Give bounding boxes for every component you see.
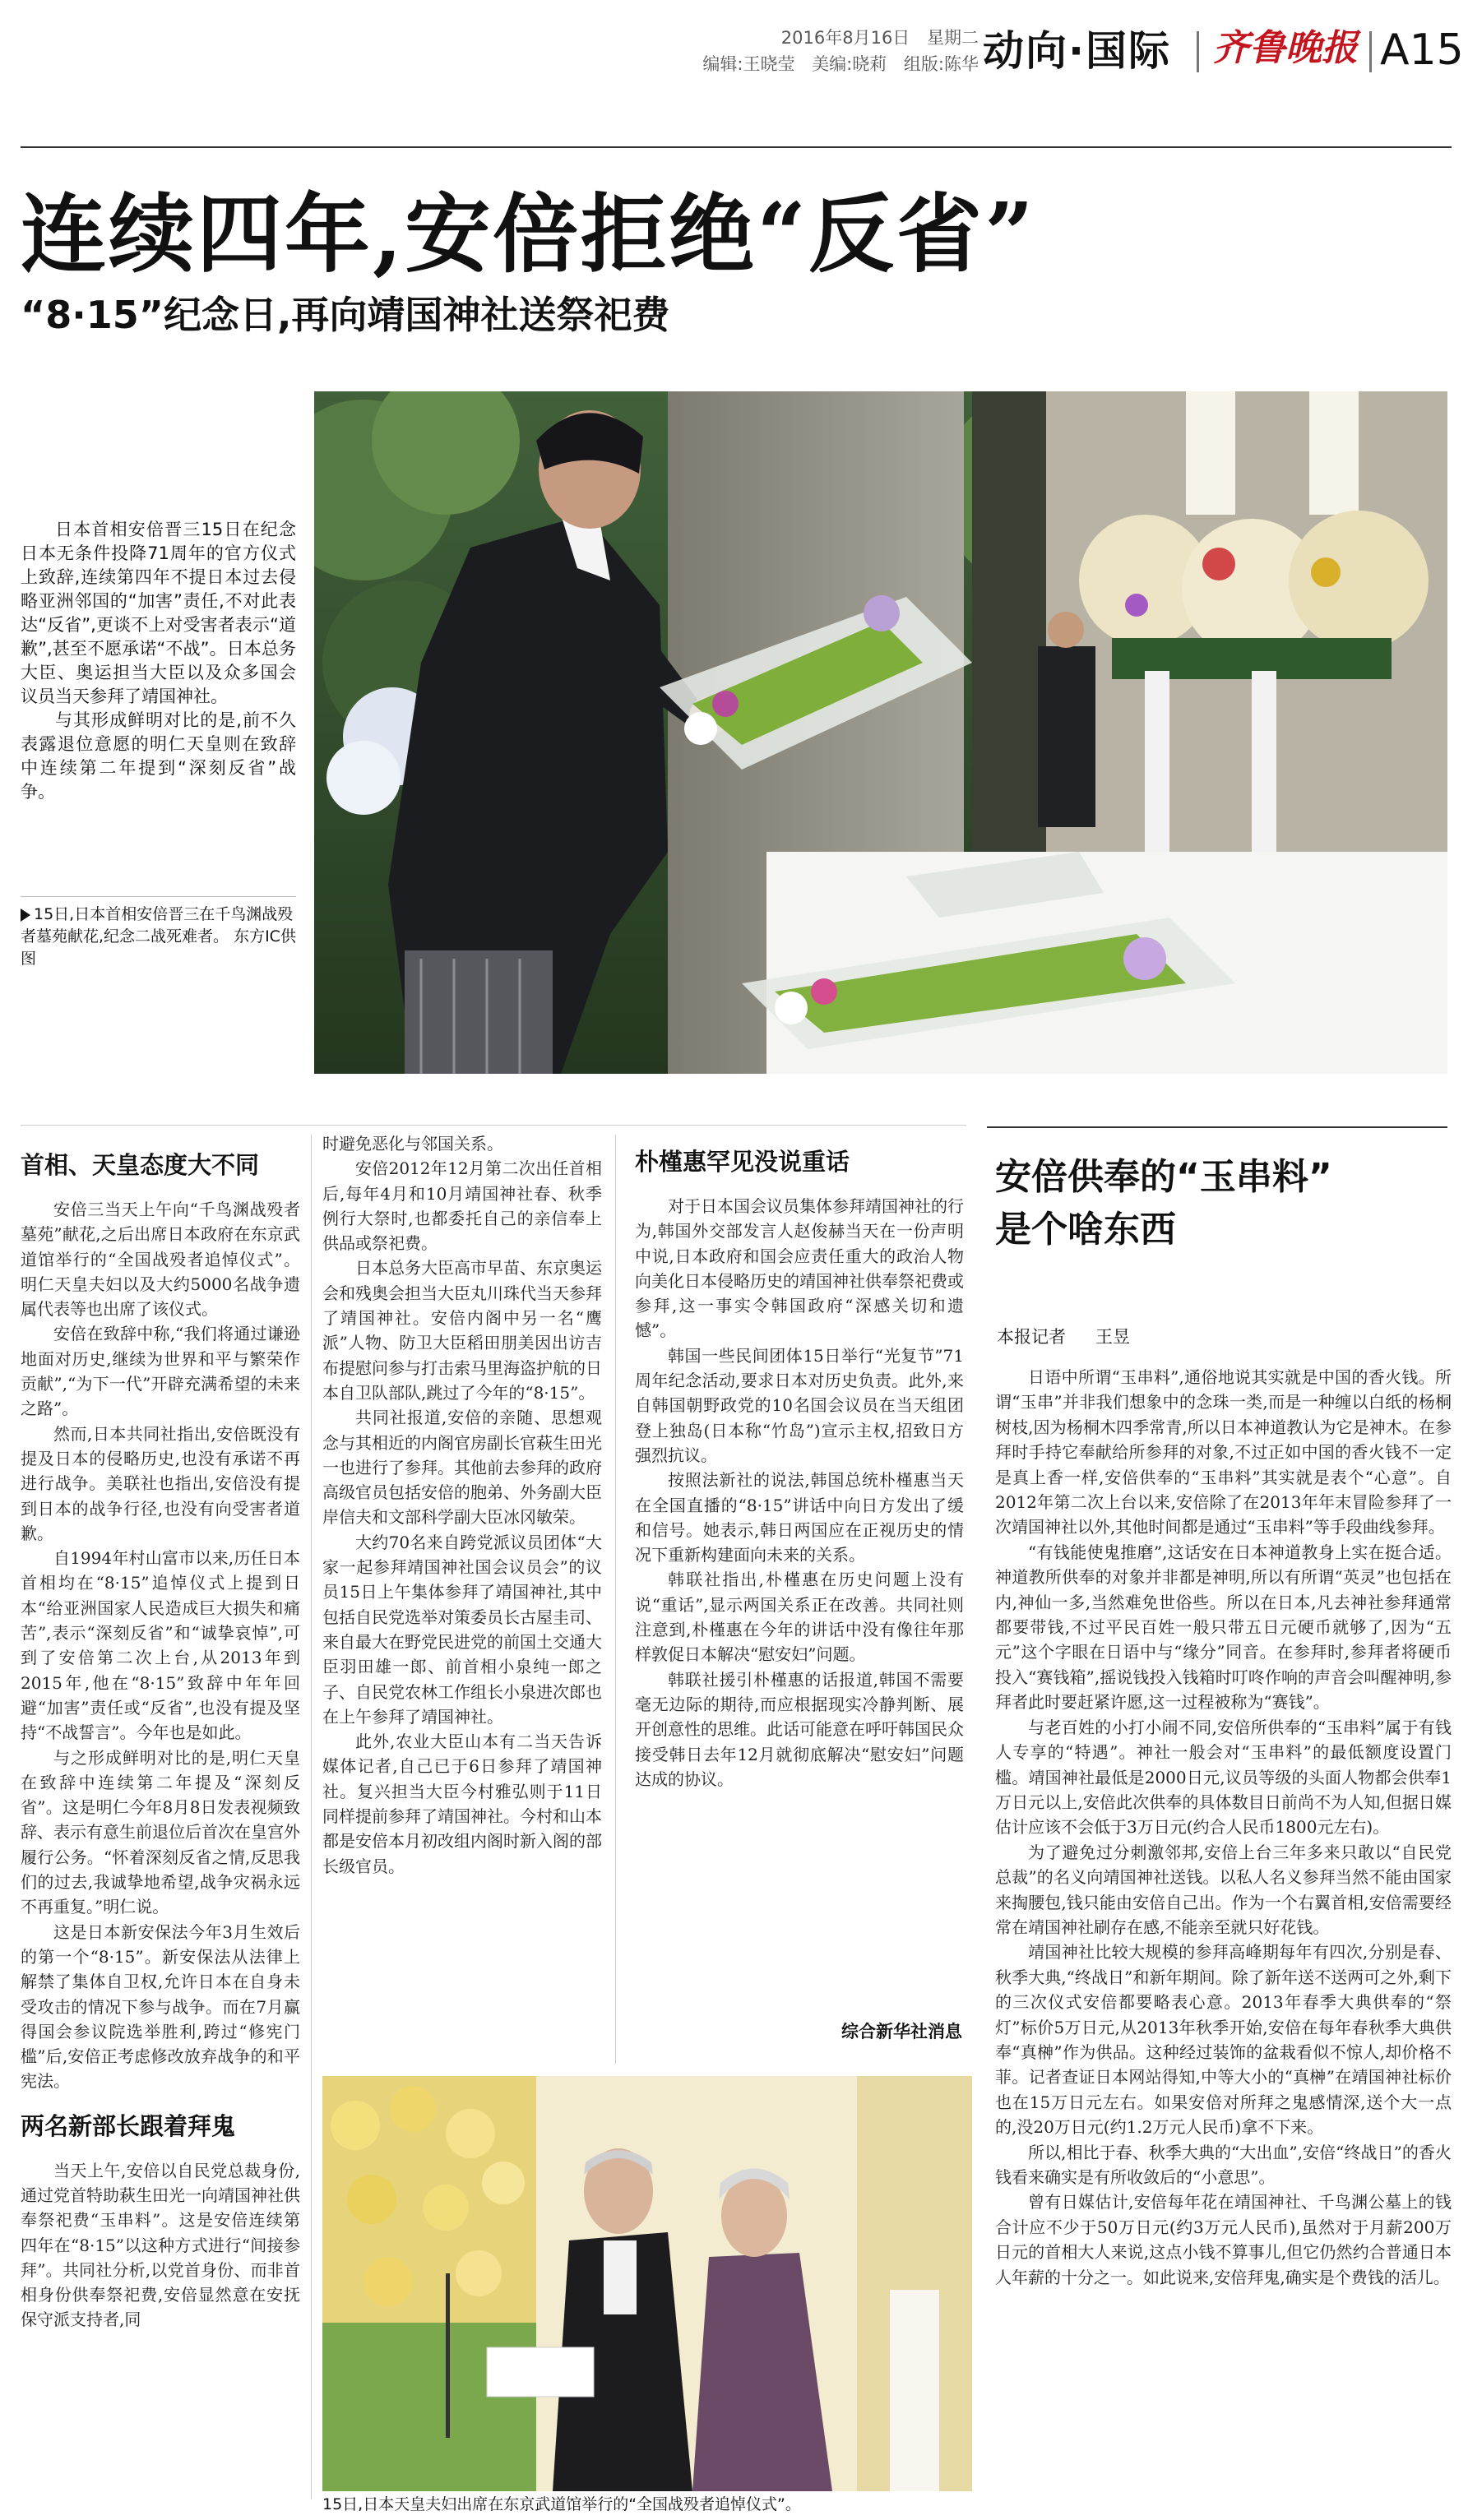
sidebar-title-line: 安倍供奉的“玉串料”: [995, 1156, 1332, 1198]
body-paragraph: 韩联社指出,朴槿惠在历史问题上没有说“重话”,显示两国关系正在改善。共同社则注意到,朴槿惠在今年的讲话中没有像往年那样敦促日本解决“慰安妇”问题。: [635, 1570, 964, 1665]
body-paragraph: 安倍三当天上午向“千鸟渊战殁者墓苑”献花,之后出席日本政府在东京武道馆举行的“全国战殁者追悼仪式”。明仁天皇夫妇以及大约5000名战争遗属代表等也出席了该仪式。: [21, 1200, 300, 1320]
page-number: A15: [1380, 25, 1464, 75]
lead-photo-caption: [21, 896, 296, 970]
body-paragraph: 自1994年村山富市以来,历任日本首相均在“8·15”追悼仪式上提到日本“给亚洲国家人民造成巨大损失和痛苦”,表示“深刻反省”和“诚挚哀悼”,可到了安倍第二次上台,从2013年到2015年,他在“8·15”致辞中年年回避“加害”责任或“反省”,也没有提及坚持“不战誓言”。今年也是如此。: [21, 1548, 300, 1743]
author-role: 本报记者: [997, 1327, 1066, 1347]
body-paragraph: 当天上午,安倍以自民党总裁身份,通过党首特助萩生田光一向靖国神社供奉祭祀费“玉串料”。这是安倍连续第四年在“8·15”以这种方式进行“间接参拜”。共同社分析,以党首身份、而非首相身份供奉祭祀费,安倍显然意在安抚保守派支持者,同: [21, 2160, 300, 2330]
body-paragraph: 安倍在致辞中称,“我们将通过谦逊地面对历史,继续为世界和平与繁荣作贡献”,“为下一代”开辟充满希望的未来之路”。: [21, 1324, 300, 1419]
paper-logo: 齐鲁晚报: [1213, 27, 1358, 69]
body-paragraph: 此外,农业大臣山本有二当天告诉媒体记者,自己已于6日参拜了靖国神社。复兴担当大臣今村雅弘则于11日同样提前参拜了靖国神社。今村和山本都是安倍本月初改组内阁时新入阁的部长级官员。: [322, 1732, 602, 1876]
body-paragraph: 与之形成鲜明对比的是,明仁天皇在致辞中连续第二年提及“深刻反省”。这是明仁今年8月8日发表视频致辞、表示有意生前退位后首次在皇宫外履行公务。“怀着深刻反省之情,反思我们的过去,我诚挚地希望,战争灾祸永远不再重复。”明仁说。: [21, 1747, 300, 1917]
sidebar-byline: [997, 1324, 1449, 1348]
body-paragraph: 安倍2012年12月第二次出任首相后,每年4月和10月靖国神社春、秋季例行大祭时,也都委托自己的亲信奉上供品或祭祀费。: [322, 1158, 602, 1254]
sidebar-paragraph: 曾有日媒估计,安倍每年花在靖国神社、千鸟渊公墓上的钱合计应不少于50万日元(约3万元人民币),虽然对于月薪200万日元的首相大人来说,这点小钱不算事儿,但它仍然约合普通日本人年薪的十分之一。如此说来,安倍拜鬼,确实是个费钱的活儿。: [995, 2192, 1452, 2287]
lead-paragraphs: [21, 518, 296, 804]
masthead-divider: [1197, 31, 1199, 72]
body-paragraph: 按照法新社的说法,韩国总统朴槿惠当天在全国直播的“8·15”讲话中向日方发出了缓和信号。她表示,韩日两国应在正视历史的情况下重新构建面向未来的关系。: [635, 1470, 964, 1565]
art-editor-credit: 美编:晓莉: [812, 54, 887, 74]
body-paragraph: 对于日本国会议员集体参拜靖国神社的行为,韩国外交部发言人赵俊赫当天在一份声明中说,日本政府和国会应责任重大的政治人物向美化日本侵略历史的靖国神社供奉祭祀费或参拜,这一事实令韩国政府“深感关切和遗憾”。: [635, 1196, 964, 1341]
body-paragraph: 共同社报道,安倍的亲随、思想观念与其相近的内阁官房副长官萩生田光一也进行了参拜。其他前去参拜的政府高级官员包括安倍的胞弟、外务副大臣岸信夫和文部科学副大臣冰冈敏荣。: [322, 1408, 602, 1528]
sidebar-paragraph: 与老百姓的小打小闹不同,安倍所供奉的“玉串料”属于有钱人专享的“特遇”。神社一般会对“玉串料”的最低额度设置门槛。靖国神社最低是2000日元,议员等级的头面人物都会供奉1万日元以上,安倍此次供奉的具体数目日前尚不为人知,但据日媒估计应该不会低于3万日元(约合人民币1800元左右)。: [995, 1717, 1452, 1838]
lead-photo-caption-text: 15日,日本首相安倍晋三在千鸟渊战殁者墓苑献花,纪念二战死难者。 东方IC供图: [21, 905, 296, 968]
body-paragraph: 这是日本新安保法今年3月生效后的第一个“8·15”。新安保法从法律上解禁了集体自卫权,允许日本在自身未受攻击的情况下参与战争。而在7月赢得国会参议院选举胜利,跨过“修宪门槛”后,安倍正考虑修改放弃战争的和平宪法。: [21, 1921, 300, 2092]
issue-weekday: 星期二: [927, 28, 979, 48]
body-paragraph: 时避免恶化与邻国关系。: [322, 1134, 503, 1154]
sidebar-paragraph: 靖国神社比较大规模的参拜高峰期每年有四次,分别是春、秋季大典,“终战日”和新年期间。除了新年送不送两可之外,剩下的三次仪式安倍都要略表心意。2013年春季大典供奉的“祭灯”标价5万日元,从2013年秋季开始,安倍在每年春秋季大典供奉“真榊”作为供品。这种经过装饰的盆栽看似不惊人,却价格不菲。记者查证日本网站得知,中等大小的“真榊”在靖国神社标价也在15万日元左右。如果安倍对所拜之鬼感情深,送个大一点的,没20万日元(约1.2万元人民币)拿不下来。: [995, 1942, 1452, 2138]
article-column-1: [21, 1144, 300, 2333]
masthead-divider: [1369, 31, 1372, 72]
section-name: 动向·国际: [983, 27, 1171, 75]
headline: 连续四年,安倍拒绝“反省”: [21, 183, 1036, 284]
article-column-3: [635, 1141, 964, 1792]
emperor-photo: [322, 2076, 972, 2491]
sidebar-paragraph: 日语中所谓“玉串料”,通俗地说其实就是中国的香火钱。所谓“玉串”并非我们想象中的念珠一类,而是一种缠以白纸的杨桐树枝,因为杨桐木四季常青,所以日本神道教认为它是神木。在参拜时手持它奉献给所参拜的对象,不过正如中国的香火钱不一定是真上香一样,安倍供奉的“玉串料”其实就是表个“心意”。自2012年第二次上台以来,安倍除了在2013年年末冒险参拜了一次靖国神社以外,其他时间都是通过“玉串料”等手段曲线参拜。: [995, 1367, 1452, 1537]
subsection-heading: 首相、天皇态度大不同: [21, 1151, 260, 1179]
author-name: 王昱: [1095, 1327, 1130, 1347]
sidebar-paragraph: “有钱能使鬼推磨”,这话安在日本神道教身上实在挺合适。神道教所供奉的对象并非都是神明,所以有所谓“英灵”也包括在内,神仙一多,当然难免世俗些。所以在日本,凡去神社参拜通常都要带钱,不过平民百姓一般只带五日元硬币就够了,因为“五元”这个字眼在日语中与“缘分”同音。在参拜时,参拜者将硬币投入“赛钱箱”,摇说钱投入钱箱时叮咚作响的声音会叫醒神明,参拜者此时要赶紧许愿,这一过程被称为“赛钱”。: [995, 1542, 1452, 1713]
lead-paragraph: 日本首相安倍晋三15日在纪念日本无条件投降71周年的官方仪式上致辞,连续第四年不提日本过去侵略亚洲邻国的“加害”责任,不对此表达“反省”,更谈不上对受害者表示“道歉”,甚至不愿承诺“不战”。日本总务大臣、奥运担当大臣以及众多国会议员当天参拜了靖国神社。: [21, 520, 296, 706]
sidebar-title: [995, 1151, 1447, 1256]
body-paragraph: 日本总务大臣高市早苗、东京奥运会和残奥会担当大臣丸川珠代当天参拜了靖国神社。安倍内阁中另一名“鹰派”人物、防卫大臣稻田朋美因出访吉布提慰问参与打击索马里海盗护航的日本自卫队部队,跳过了今年的“8·15”。: [322, 1258, 602, 1403]
subheadline: “8·15”纪念日,再向靖国神社送祭祀费: [21, 293, 670, 337]
body-paragraph: 韩国一些民间团体15日举行“光复节”71周年纪念活动,要求日本对历史负责。此外,来自韩国朝野政党的10名国会议员在当天组团登上独岛(日本称“竹岛”)宣示主权,招致日方强烈抗议。: [635, 1345, 964, 1465]
top-rule: [21, 146, 1452, 148]
section-rule: [21, 1125, 966, 1126]
body-paragraph: 然而,日本共同社指出,安倍既没有提及日本的侵略历史,也没有承诺不再进行战争。美联社也指出,安倍没有提到日本的战争行径,也没有向受害者道歉。: [21, 1423, 300, 1543]
subsection-heading: 两名新部长跟着拜鬼: [21, 2111, 236, 2140]
sidebar-rule: [987, 1126, 1447, 1128]
editor-credit: 编辑:王晓莹: [702, 54, 795, 74]
article-column-2: [322, 1131, 602, 1879]
body-paragraph: 大约70名来自跨党派议员团体“大家一起参拜靖国神社国会议员会”的议员15日上午集体参拜了靖国神社,其中包括自民党选举对策委员长古屋圭司、来自最大在野党民进党的前国土交通大臣羽田雄一郎、前首相小泉纯一郎之子、自民党农林工作组长小泉进次郎也在上午参拜了靖国神社。: [322, 1532, 602, 1727]
subsection-heading: 朴槿惠罕见没说重话: [635, 1148, 850, 1176]
sidebar-paragraph: 所以,相比于春、秋季大典的“大出血”,安倍“终战日”的香火钱看来确实是有所收敛后的“小意思”。: [995, 2142, 1452, 2187]
body-paragraph: 韩联社援引朴槿惠的话报道,韩国不需要毫无边际的期待,而应根据现实冷静判断、展开创意性的思维。此话可能意在呼吁韩国民众接受韩日去年12月就彻底解决“慰安妇”问题达成的协议。: [635, 1669, 964, 1789]
caption-arrow-icon: [21, 909, 30, 922]
lead-photo: [314, 391, 1447, 1074]
proof-credit: 组版:陈华: [903, 54, 979, 74]
sidebar-title-line: 是个啥东西: [995, 1209, 1176, 1251]
sidebar-paragraph: 为了避免过分刺激邻邦,安倍上台三年多来只敢以“自民党总裁”的名义向靖国神社送钱。以私人名义参拜当然不能由国家来掏腰包,钱只能由安倍自己出。作为一个右翼首相,安倍需要经常在靖国神社刷存在感,不能亲至就只好花钱。: [995, 1842, 1452, 1937]
emperor-photo-caption: 15日,日本天皇夫妇出席在东京武道馆举行的“全国战殁者追悼仪式”。: [322, 2495, 801, 2513]
sidebar-body: [995, 1365, 1452, 2290]
column-divider: [311, 1135, 312, 2499]
lead-paragraph: 与其形成鲜明对比的是,前不久表露退位意愿的明仁天皇则在致辞中连续第二年提到“深刻反省”战争。: [21, 710, 296, 802]
column-divider: [615, 1135, 616, 2064]
article-source: 综合新华社消息: [841, 2022, 962, 2041]
issue-date: 2016年8月16日: [780, 28, 910, 48]
masthead-info: [592, 25, 979, 77]
